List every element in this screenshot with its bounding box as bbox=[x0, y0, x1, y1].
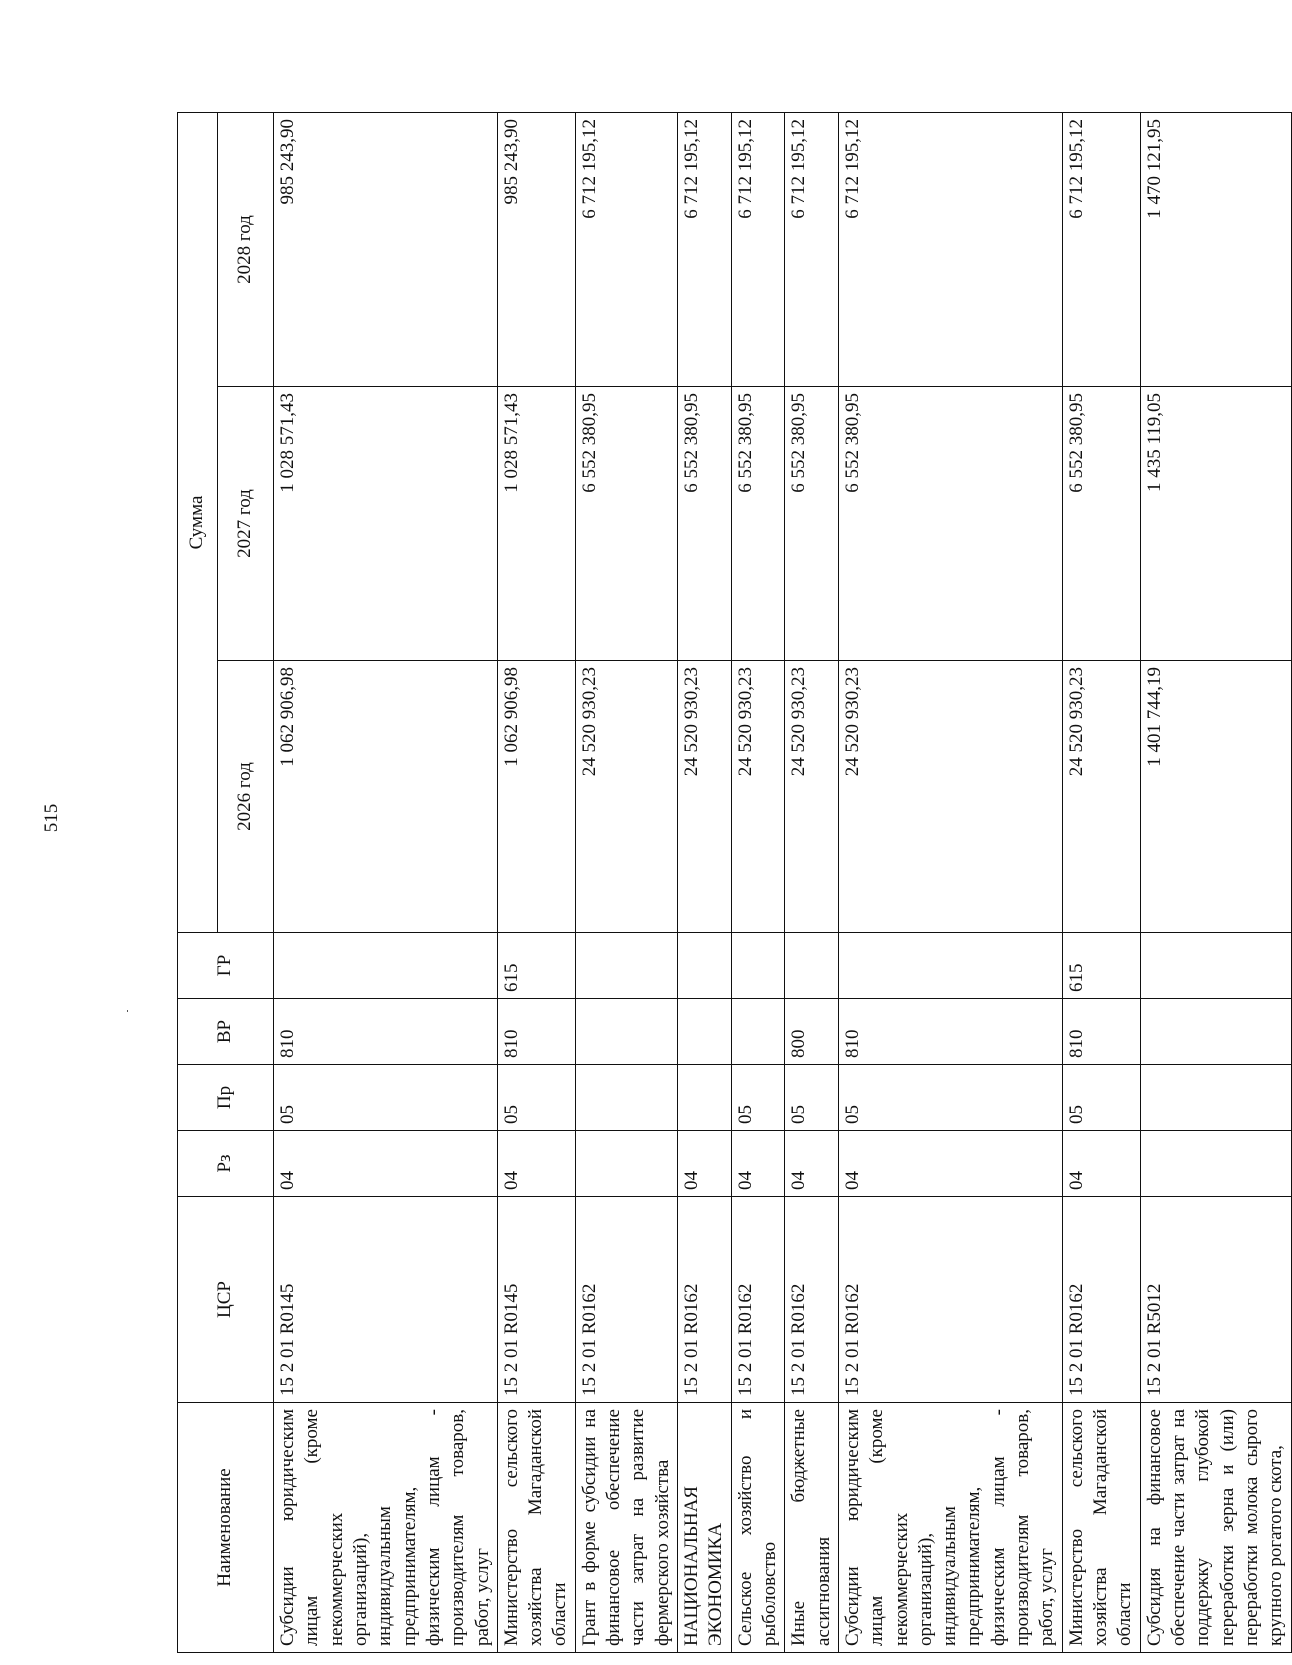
cell-sum-2026: 24 520 930,23 bbox=[678, 661, 732, 933]
cell-pr: 05 bbox=[274, 1065, 498, 1131]
cell-sum-2028: 6 712 195,12 bbox=[1062, 112, 1140, 386]
table-row bbox=[731, 112, 785, 1652]
cell-csr: 15 2 01 R5012 bbox=[1140, 1197, 1291, 1403]
cell-csr: 15 2 01 R0162 bbox=[1062, 1197, 1140, 1403]
cell-name: Субсидия на финансовое обеспечение части затрат на поддержку глубокой переработки зерна и (или) переработки молока сырого крупного рогатого скота, bbox=[1140, 1403, 1291, 1653]
table-row bbox=[274, 112, 498, 1652]
cell-sum-2026: 24 520 930,23 bbox=[785, 661, 839, 933]
cell-sum-2028: 6 712 195,12 bbox=[838, 112, 1062, 386]
cell-vr: 810 bbox=[1062, 999, 1140, 1065]
cell-sum-2028: 985 243,90 bbox=[274, 112, 498, 386]
cell-pr: 05 bbox=[497, 1065, 575, 1131]
cell-name: Сельское хозяйство и рыболовство bbox=[731, 1403, 785, 1653]
cell-sum-2027: 6 552 380,95 bbox=[678, 387, 732, 661]
cell-gr: 615 bbox=[1062, 933, 1140, 999]
cell-gr bbox=[785, 933, 839, 999]
cell-csr: 15 2 01 R0162 bbox=[575, 1197, 677, 1403]
cell-gr bbox=[678, 933, 732, 999]
cell-gr bbox=[575, 933, 677, 999]
cell-pr: 05 bbox=[731, 1065, 785, 1131]
header-csr: ЦСР bbox=[178, 1197, 274, 1403]
cell-sum-2026: 1 062 906,98 bbox=[274, 661, 498, 933]
cell-sum-2028: 1 470 121,95 bbox=[1140, 112, 1291, 386]
cell-name: Грант в форме субсидии на финансовое обеспечение части затрат на развитие фермерского хозяйства bbox=[575, 1403, 677, 1653]
cell-sum-2027: 6 552 380,95 bbox=[785, 387, 839, 661]
cell-vr: 800 bbox=[785, 999, 839, 1065]
header-year-2028: 2028 год bbox=[218, 112, 274, 386]
cell-sum-2027: 1 435 119,05 bbox=[1140, 387, 1291, 661]
cell-gr bbox=[274, 933, 498, 999]
cell-sum-2026: 1 401 744,19 bbox=[1140, 661, 1291, 933]
table-row bbox=[497, 112, 575, 1652]
header-pr: Пр bbox=[178, 1065, 274, 1131]
cell-sum-2027: 6 552 380,95 bbox=[731, 387, 785, 661]
cell-rz: 04 bbox=[497, 1131, 575, 1197]
cell-rz: 04 bbox=[274, 1131, 498, 1197]
cell-sum-2028: 6 712 195,12 bbox=[575, 112, 677, 386]
cell-sum-2027: 1 028 571,43 bbox=[497, 387, 575, 661]
cell-name: Министерство сельского хозяйства Магаданской области bbox=[1062, 1403, 1140, 1653]
cell-vr bbox=[678, 999, 732, 1065]
header-vr: ВР bbox=[178, 999, 274, 1065]
table-row bbox=[678, 112, 732, 1652]
cell-sum-2028: 6 712 195,12 bbox=[678, 112, 732, 386]
budget-table bbox=[177, 112, 1292, 1653]
cell-rz: 04 bbox=[785, 1131, 839, 1197]
cell-rz: 04 bbox=[678, 1131, 732, 1197]
cell-rz: 04 bbox=[838, 1131, 1062, 1197]
cell-sum-2028: 6 712 195,12 bbox=[785, 112, 839, 386]
header-row bbox=[178, 112, 218, 1652]
table-row bbox=[1140, 112, 1291, 1652]
table-row bbox=[838, 112, 1062, 1652]
cell-vr: 810 bbox=[497, 999, 575, 1065]
cell-vr: 810 bbox=[274, 999, 498, 1065]
cell-csr: 15 2 01 R0162 bbox=[785, 1197, 839, 1403]
table-row bbox=[1062, 112, 1140, 1652]
cell-rz: 04 bbox=[1062, 1131, 1140, 1197]
cell-csr: 15 2 01 R0162 bbox=[838, 1197, 1062, 1403]
table-row bbox=[785, 112, 839, 1652]
cell-name: Субсидии юридическим лицам (кроме некоммерческих организаций), индивидуальным предпринимателям, физическим лицам - производителям товаров, работ, услуг bbox=[274, 1403, 498, 1653]
header-rz: Рз bbox=[178, 1131, 274, 1197]
cell-rz bbox=[575, 1131, 677, 1197]
cell-csr: 15 2 01 R0145 bbox=[497, 1197, 575, 1403]
cell-pr: 05 bbox=[1062, 1065, 1140, 1131]
cell-name: Иные бюджетные ассигнования bbox=[785, 1403, 839, 1653]
cell-csr: 15 2 01 R0162 bbox=[731, 1197, 785, 1403]
header-sum: Сумма bbox=[178, 112, 218, 932]
header-name: Наименование bbox=[178, 1403, 274, 1653]
cell-pr bbox=[678, 1065, 732, 1131]
cell-name: Субсидии юридическим лицам (кроме некоммерческих организаций), индивидуальным предпринимателям, физическим лицам - производителям товаров, работ, услуг bbox=[838, 1403, 1062, 1653]
scan-artifact bbox=[127, 1010, 128, 1012]
budget-table-container bbox=[177, 113, 1287, 1653]
cell-rz bbox=[1140, 1131, 1291, 1197]
cell-sum-2026: 24 520 930,23 bbox=[1062, 661, 1140, 933]
cell-sum-2026: 1 062 906,98 bbox=[497, 661, 575, 933]
cell-vr: 810 bbox=[838, 999, 1062, 1065]
cell-pr: 05 bbox=[838, 1065, 1062, 1131]
cell-pr bbox=[1140, 1065, 1291, 1131]
page-number: 515 bbox=[41, 803, 62, 833]
cell-vr bbox=[575, 999, 677, 1065]
cell-sum-2028: 985 243,90 bbox=[497, 112, 575, 386]
table-row bbox=[575, 112, 677, 1652]
cell-csr: 15 2 01 R0162 bbox=[678, 1197, 732, 1403]
cell-gr bbox=[731, 933, 785, 999]
cell-sum-2026: 24 520 930,23 bbox=[838, 661, 1062, 933]
cell-pr bbox=[575, 1065, 677, 1131]
cell-sum-2027: 1 028 571,43 bbox=[274, 387, 498, 661]
cell-pr: 05 bbox=[785, 1065, 839, 1131]
cell-gr bbox=[838, 933, 1062, 999]
cell-vr bbox=[1140, 999, 1291, 1065]
cell-sum-2027: 6 552 380,95 bbox=[838, 387, 1062, 661]
cell-vr bbox=[731, 999, 785, 1065]
cell-csr: 15 2 01 R0145 bbox=[274, 1197, 498, 1403]
cell-sum-2026: 24 520 930,23 bbox=[575, 661, 677, 933]
header-gr: ГР bbox=[178, 933, 274, 999]
cell-name: НАЦИОНАЛЬНАЯ ЭКОНОМИКА bbox=[678, 1403, 732, 1653]
cell-gr bbox=[1140, 933, 1291, 999]
cell-name: Министерство сельского хозяйства Магаданской области bbox=[497, 1403, 575, 1653]
cell-sum-2027: 6 552 380,95 bbox=[575, 387, 677, 661]
table-body bbox=[274, 112, 1292, 1652]
cell-sum-2026: 24 520 930,23 bbox=[731, 661, 785, 933]
cell-gr: 615 bbox=[497, 933, 575, 999]
header-year-2027: 2027 год bbox=[218, 387, 274, 661]
header-year-2026: 2026 год bbox=[218, 661, 274, 933]
cell-sum-2028: 6 712 195,12 bbox=[731, 112, 785, 386]
cell-sum-2027: 6 552 380,95 bbox=[1062, 387, 1140, 661]
cell-rz: 04 bbox=[731, 1131, 785, 1197]
